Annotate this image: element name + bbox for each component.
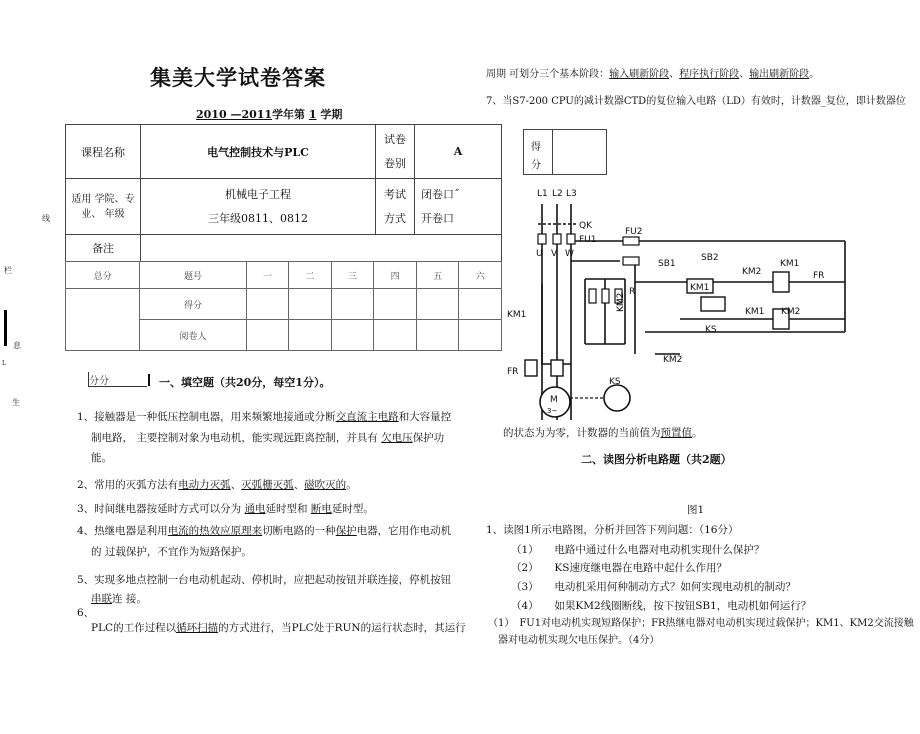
q1-answer-1: 交直流主电路 [335, 411, 399, 423]
grader-cell [246, 320, 289, 351]
q1-text-c: 制电路， 主要控制对象为电动机，能实现远距离控制，并具有 [91, 432, 378, 444]
q1-text-b: 和大容量控 [398, 411, 452, 423]
q3-text-a: 3、时间继电器按延时方式可以分为 [77, 503, 242, 515]
q6-text-b: 的方式进行，当PLC处于RUN的运行状态时，其运行 [218, 622, 466, 634]
q7-answer-1: 预置值 [660, 427, 692, 439]
q1-answer-2: 欠电压 [381, 432, 413, 444]
margin-l: L [2, 360, 6, 367]
score-table [65, 261, 502, 351]
term-end: 学期 [320, 108, 343, 121]
applies-value-2: 三年级0811、0812 [208, 211, 308, 225]
fr-element-1 [525, 360, 537, 376]
question-1-line3: 能。 [91, 452, 112, 464]
fuse-2 [553, 234, 561, 244]
margin-lan: 栏 [4, 266, 12, 275]
term-mid: 学年第 [272, 108, 306, 121]
label-ks-motor: KS [609, 377, 621, 387]
score-box-label-1: 得 [531, 142, 541, 153]
question-6-num: 6、 [77, 607, 95, 619]
section2-title: 二、读图分析电路题（共2题） [581, 453, 732, 466]
fr-element-2 [551, 360, 563, 376]
coil-km1 [773, 272, 789, 292]
score-header-q3: 三 [331, 262, 374, 289]
q4-text-c: 电器，它用作电动机 [356, 525, 452, 537]
label-fu1: FU1 [579, 235, 597, 245]
paper-type-label-1: 试卷 [384, 132, 406, 146]
course-label: 课程名称 [66, 125, 141, 179]
grader-cell [374, 320, 417, 351]
applies-label: 适用 学院、专业、 年级 [66, 179, 141, 235]
label-motor: M [550, 395, 558, 405]
exam-title: 集美大学试卷答案 [150, 65, 326, 90]
grader-cell [416, 320, 459, 351]
score-header-q6: 六 [459, 262, 502, 289]
q6-cont-a: 周期 可划分三个基本阶段： [486, 69, 610, 80]
exam-method-label [376, 179, 415, 235]
score-cell [331, 289, 374, 320]
question-7-cont [503, 426, 703, 440]
question-5-line2 [91, 592, 147, 606]
section1-score-divider [148, 374, 150, 386]
score-cell [374, 289, 417, 320]
paper-type-label-2: 卷别 [384, 156, 406, 170]
label-km1-aux: KM1 [690, 283, 710, 293]
paper-type-label [376, 125, 415, 179]
margin-xi: 息 [13, 341, 21, 350]
label-km1-coil: KM1 [780, 259, 800, 269]
total-score-cell [66, 289, 140, 351]
q6-answer-2: 输入刷新阶段 [609, 69, 670, 80]
term-line [196, 106, 342, 122]
label-r: R [629, 287, 636, 297]
section2-answer-1: （1） FU1对电动机实现短路保护；FR热继电器对电动机实现过载保护；KM1、KM2交流接触 [488, 618, 914, 629]
section2-answer-1-line2: 器对电动机实现欠电压保护。（4分） [498, 635, 660, 646]
applies-value [141, 179, 376, 235]
q6-answer-3: 程序执行阶段 [679, 69, 740, 80]
q3-answer-1: 通电 [244, 503, 266, 515]
section1-title: 一、填空题（共20分，每空1分）。 [159, 376, 331, 389]
notes-value [141, 235, 502, 262]
q6-sep-1: 、 [669, 69, 680, 80]
q6-answer-1: 循环扫描 [176, 622, 219, 634]
margin-bar [4, 310, 7, 346]
score-header-qnum: 题号 [140, 262, 246, 289]
score-cell [416, 289, 459, 320]
exam-method-label-1: 考试 [384, 187, 406, 201]
q2-answer-1: 电动力灭弧 [178, 479, 231, 491]
section2-sub2: （2） KS速度继电器在电路中起什么作用？ [511, 562, 727, 574]
fuse-fu2-b [623, 257, 639, 265]
q3-text-b: 延时型和 [265, 503, 308, 515]
question-6 [91, 621, 481, 635]
q6-cont-b: 。 [809, 69, 820, 80]
score-header-total: 总分 [66, 262, 140, 289]
question-1 [77, 410, 469, 424]
fuse-1 [538, 234, 546, 244]
q1-text-a: 1、接触器是一种低压控制电器，用来频繁地接通或分断 [77, 411, 336, 423]
q2-answer-2: 灭弧栅灭弧 [241, 479, 294, 491]
label-ks-contact: KS [705, 325, 717, 335]
question-4 [77, 524, 472, 538]
label-km2-main: KM2 [616, 292, 626, 312]
resistor-1 [589, 289, 596, 303]
q3-text-c: 延时型。 [331, 503, 374, 515]
exam-method-value [415, 179, 502, 235]
exam-method-label-2: 方式 [384, 211, 406, 225]
figure-caption: 图1 [687, 504, 705, 516]
question-3 [77, 502, 374, 516]
question-7: 7、当S7-200 CPU的减计数器CTD的复位输入电路（LD）有效时，计数器_复位，即计数器位 [486, 96, 906, 107]
question-5: 5、实现多地点控制一台电动机起动、停机时，应把起动按钮并联连接，停机按钮 [77, 574, 452, 586]
margin-line-mark: 线 [42, 214, 50, 223]
paper-type-value: A [415, 125, 502, 179]
term-year: 2010 —2011 [196, 108, 273, 121]
q2-answer-3: 磁吹灭的 [304, 479, 347, 491]
exam-method-value-1: 闭卷口˝ [421, 187, 460, 201]
label-sb1: SB1 [658, 259, 676, 269]
score-row-label: 得分 [140, 289, 246, 320]
q4-text-b: 切断电路的一种 [262, 525, 336, 537]
label-fr: FR [507, 367, 519, 377]
label-km2-coil: KM2 [781, 307, 801, 317]
grader-row-label: 阅卷人 [140, 320, 246, 351]
label-fu2: FU2 [625, 227, 643, 237]
exam-method-value-2: 开卷口 [421, 211, 454, 225]
q7-text-b: 。 [692, 427, 703, 439]
q6-sep-2: 、 [739, 69, 750, 80]
section2-sub3: （3） 电动机采用何种制动方式？如何实现电动机的制动？ [511, 581, 796, 593]
label-u: U [536, 249, 543, 259]
ks-circle [604, 385, 630, 411]
label-l1: L1 [537, 189, 548, 199]
label-km1-main: KM1 [507, 310, 527, 320]
score-header-q4: 四 [374, 262, 417, 289]
score-header-q5: 五 [416, 262, 459, 289]
label-qk: QK [579, 221, 592, 231]
margin-sheng: 生 [12, 398, 20, 407]
section2-score-box [523, 129, 607, 175]
score-cell [289, 289, 332, 320]
grader-cell [331, 320, 374, 351]
score-box-label-2: 分 [531, 160, 541, 171]
q2-sep-2: 、 [293, 479, 305, 491]
q5-answer-1: 串联 [91, 593, 112, 605]
section2-sub1: （1） 电路中通过什么电器对电动机实现什么保护？ [511, 544, 765, 556]
q5-text-b: 连 接。 [112, 593, 147, 605]
fuse-3 [567, 234, 575, 244]
q4-text-a: 4、热继电器是利用 [77, 525, 168, 537]
score-header-q1: 一 [246, 262, 289, 289]
question-1-line2 [91, 431, 469, 445]
score-cell [246, 289, 289, 320]
q7-text-a: 的状态为为零，计数器的当前值为 [503, 427, 661, 439]
q4-answer-2: 保护 [335, 525, 357, 537]
label-w: W [565, 249, 574, 259]
label-v: V [551, 249, 558, 259]
grader-cell [459, 320, 502, 351]
q2-text-a: 2、常用的灭弧方法有 [77, 479, 179, 491]
term-num: 1 [308, 108, 317, 121]
circuit-diagram [505, 184, 865, 420]
fuse-fu2 [623, 237, 639, 245]
score-header-q2: 二 [289, 262, 332, 289]
label-km1-interlock: KM1 [745, 307, 765, 317]
grader-cell [289, 320, 332, 351]
section2-q1: 1、读图1所示电路图，分析并回答下列问题：（16分） [486, 524, 739, 536]
question-4-line2: 的 过载保护，不宜作为短路保护。 [91, 546, 252, 558]
q6-answer-4: 输出刷新阶段 [749, 69, 810, 80]
ks-box [701, 297, 725, 311]
q2-sep-1: 、 [230, 479, 242, 491]
applies-value-1: 机械电子工程 [225, 187, 291, 201]
resistor-2 [602, 289, 609, 303]
q3-answer-2: 断电 [310, 503, 332, 515]
q2-text-b: 。 [346, 479, 357, 491]
section1-score-label: 分分 [89, 376, 109, 387]
label-l3: L3 [566, 189, 577, 199]
label-sb2: SB2 [701, 253, 719, 263]
label-motor-sub: 3~ [547, 407, 558, 415]
notes-label: 备注 [66, 235, 141, 262]
section2-sub4: （4） 如果KM2线圈断线，按下按钮SB1，电动机如何运行？ [511, 600, 812, 612]
label-fr-contact: FR [813, 271, 825, 281]
label-km2-aux: KM2 [663, 355, 683, 365]
label-km2-coil-top: KM2 [742, 267, 762, 277]
score-cell [459, 289, 502, 320]
q6-continuation [486, 68, 916, 82]
q6-text-a: PLC的工作过程以 [91, 622, 177, 634]
question-2 [77, 478, 357, 492]
label-l2: L2 [552, 189, 563, 199]
section1-score-field [88, 372, 147, 387]
course-info-table [65, 124, 502, 262]
q4-answer-1: 电流的热效应原理来 [167, 525, 263, 537]
course-value: 电气控制技术与PLC [141, 125, 376, 179]
q1-text-d: 保护功 [412, 432, 445, 444]
